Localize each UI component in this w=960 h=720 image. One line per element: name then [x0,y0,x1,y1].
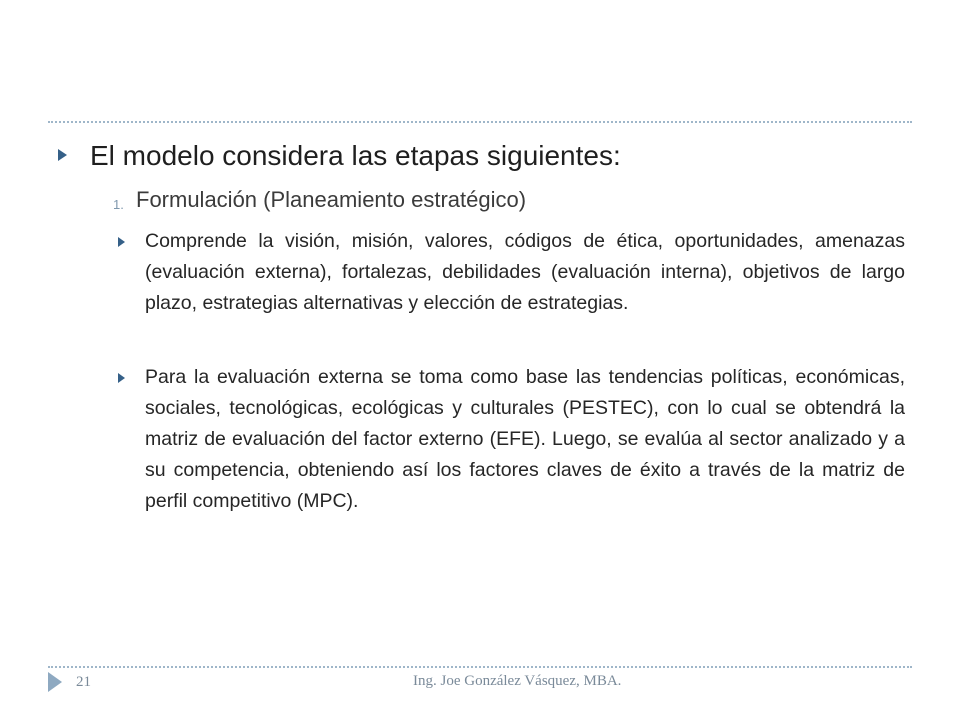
subheading-number: 1. [113,197,124,212]
footer-marker-icon [48,672,62,692]
bottom-divider [48,666,912,668]
footer-author: Ing. Joe González Vásquez, MBA. [413,673,622,689]
bullet-2-text: Para la evaluación externa se toma como base las tendencias políticas, económicas, sociales, tecnológicas, ecológicas y culturales (PESTEC), con lo cual se obtendrá la matriz de evaluación del factor externo (EFE). Luego, se evalúa al sector analizado y a su competencia, obteniendo así los factores claves de éxito a través de la matriz de perfil competitivo (MPC). [145,366,905,512]
heading-bullet-icon [58,149,67,161]
subheading: Formulación (Planeamiento estratégico) [136,187,527,212]
bullet-1-text: Comprende la visión, misión, valores, códigos de ética, oportunidades, amenazas (evaluación externa), fortalezas, debilidades (evaluación interna), objetivos de largo plazo, estrategias alternativas y elección de estrategias. [145,230,905,314]
slide-heading: El modelo considera las etapas siguientes: [90,140,621,171]
page-number: 21 [76,674,91,690]
bullet-2-icon [118,373,125,383]
bullet-1-icon [118,237,125,247]
top-divider [48,121,912,123]
